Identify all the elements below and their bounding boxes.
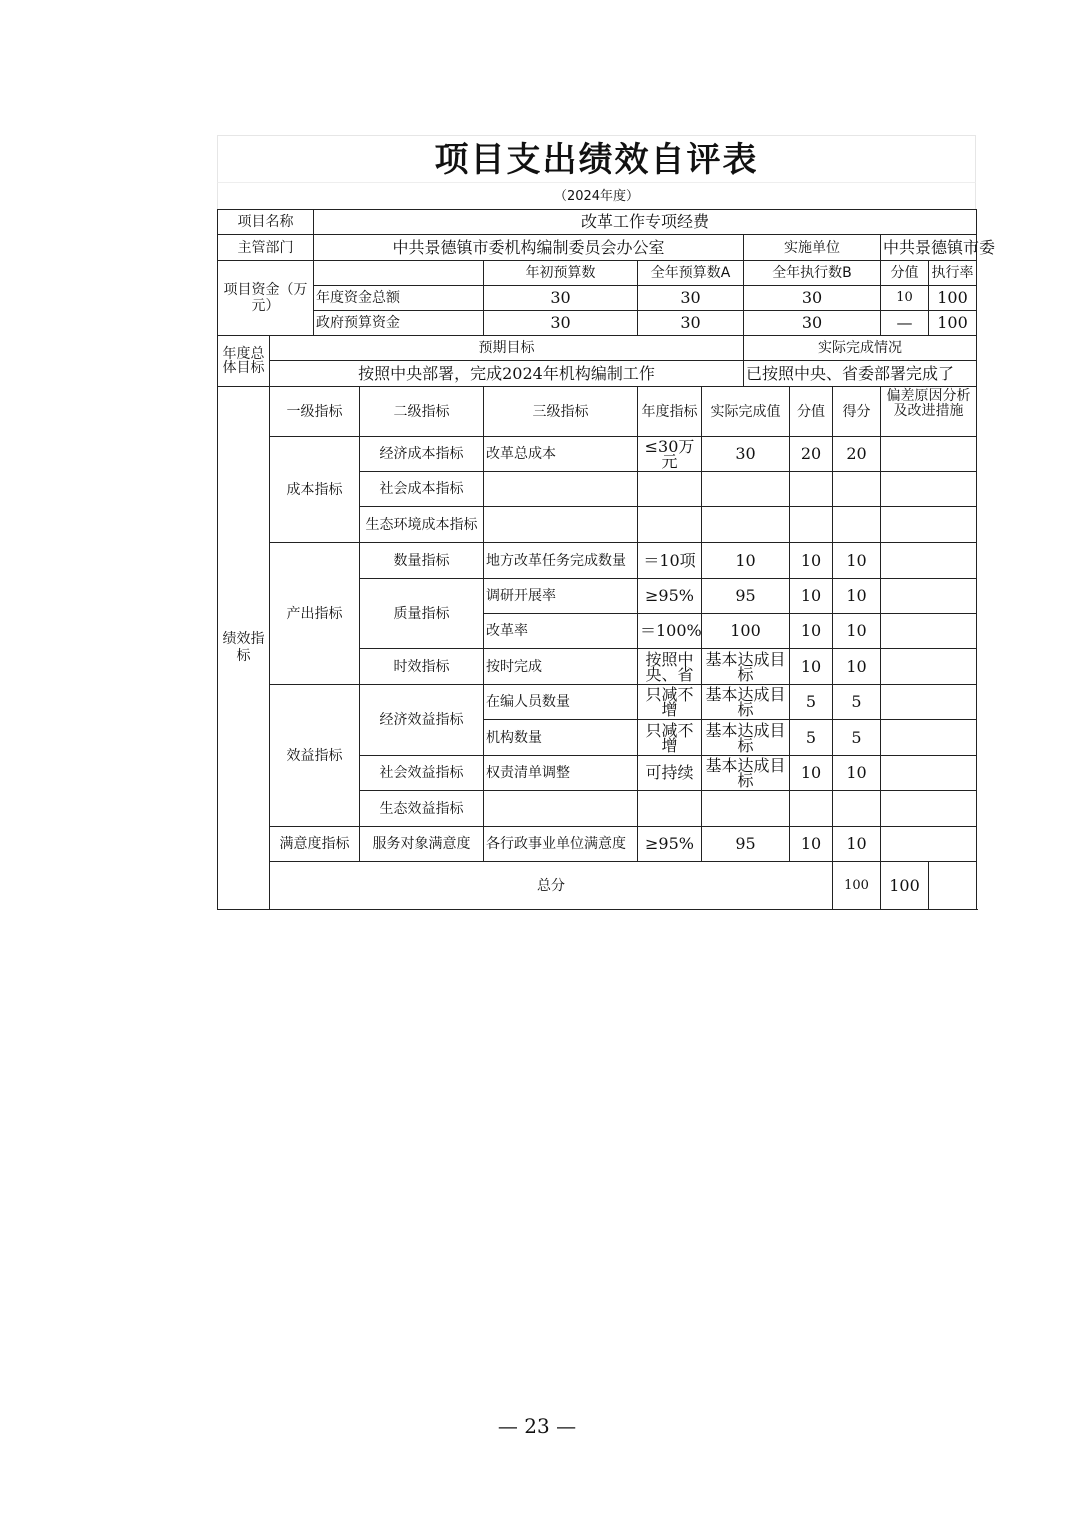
l1-indicator: 产出指标	[270, 543, 360, 685]
target-value: 按照中央、省	[645, 649, 694, 684]
goal-label: 年度总体目标	[218, 336, 270, 387]
got-value: 5	[833, 720, 881, 756]
row-funds-gov	[218, 311, 977, 336]
funds-value: 100	[929, 286, 977, 311]
actual-value: 95	[702, 827, 790, 862]
got-value: 10	[833, 543, 881, 579]
l2-indicator: 数量指标	[360, 543, 484, 579]
form-year: （2024年度）	[217, 182, 976, 209]
funds-value: —	[881, 311, 929, 336]
actual-value: 95	[702, 579, 790, 614]
table-row	[218, 437, 977, 472]
l3-indicator: 改革总成本	[484, 437, 638, 472]
l2-indicator: 服务对象满意度	[360, 827, 484, 862]
score-value: 10	[790, 756, 833, 791]
funds-row-name: 年度资金总额	[314, 286, 484, 311]
row-project-name	[218, 210, 977, 235]
target-value: ≥95%	[638, 579, 702, 614]
row-goal-content	[218, 361, 977, 387]
dept-value: 中共景德镇市委机构编制委员会办公室	[314, 235, 744, 261]
funds-value: 30	[484, 286, 638, 311]
indicator-header: 三级指标	[484, 387, 638, 437]
row-total	[218, 862, 977, 910]
funds-value: 30	[638, 311, 744, 336]
l3-indicator: 地方改革任务完成数量	[484, 543, 638, 579]
funds-value: 10	[881, 286, 929, 311]
score-value: 10	[790, 614, 833, 649]
actual-value: 100	[702, 614, 790, 649]
table-row	[218, 827, 977, 862]
indicator-header: 年度指标	[638, 387, 702, 437]
score-value: 10	[790, 827, 833, 862]
got-value: 20	[833, 437, 881, 472]
score-value: 5	[790, 685, 833, 720]
target-value: ＝100%	[638, 614, 702, 649]
l1-indicator: 成本指标	[270, 437, 360, 543]
got-value: 10	[833, 649, 881, 685]
actual-value: 30	[702, 437, 790, 472]
project-name-value: 改革工作专项经费	[314, 210, 977, 235]
actual-value: 10	[702, 543, 790, 579]
funds-header-score: 分值	[881, 261, 929, 286]
l2-indicator: 时效指标	[360, 649, 484, 685]
indicator-header: 得分	[833, 387, 881, 437]
performance-form	[217, 135, 996, 910]
form-table	[217, 209, 996, 910]
goal-expected-header: 预期目标	[270, 336, 744, 361]
got-value: 10	[833, 756, 881, 791]
goal-actual: 已按照中央、省委部署完成了	[744, 361, 977, 387]
funds-value: 30	[744, 286, 881, 311]
got-value: 10	[833, 614, 881, 649]
l3-indicator: 各行政事业单位满意度	[484, 827, 638, 862]
impl-unit-label: 实施单位	[744, 235, 881, 261]
score-value: 20	[790, 437, 833, 472]
funds-value: 30	[744, 311, 881, 336]
target-value: 只减不增	[645, 685, 694, 719]
l2-indicator: 生态环境成本指标	[360, 507, 484, 543]
funds-header-executed: 全年执行数B	[744, 261, 881, 286]
l2-indicator: 经济效益指标	[360, 685, 484, 756]
funds-header-annual: 全年预算数A	[638, 261, 744, 286]
total-label: 总分	[270, 862, 833, 910]
score-value: 10	[790, 579, 833, 614]
funds-header-initial: 年初预算数	[484, 261, 638, 286]
funds-value: 100	[929, 311, 977, 336]
total-got: 100	[881, 862, 929, 910]
actual-value: 基本达成目标	[705, 649, 786, 684]
actual-value: 基本达成目标	[705, 756, 786, 790]
target-value: ≥95%	[638, 827, 702, 862]
goal-actual-header: 实际完成情况	[744, 336, 977, 361]
funds-value: 30	[638, 286, 744, 311]
row-dept	[218, 235, 977, 261]
funds-row-name: 政府预算资金	[314, 311, 484, 336]
score-value: 10	[790, 543, 833, 579]
goal-expected: 按照中央部署，完成2024年机构编制工作	[270, 361, 744, 387]
l3-indicator: 改革率	[484, 614, 638, 649]
got-value: 5	[833, 685, 881, 720]
l1-indicator: 效益指标	[270, 685, 360, 827]
funds-label: 项目资金（万元）	[218, 261, 314, 336]
page-number: — 23 —	[497, 1414, 577, 1438]
l2-indicator: 社会成本指标	[360, 472, 484, 507]
dept-label: 主管部门	[218, 235, 314, 261]
indicator-header: 二级指标	[360, 387, 484, 437]
l3-indicator: 权责清单调整	[484, 756, 638, 791]
indicator-header: 偏差原因分析及改进措施	[886, 387, 971, 419]
l2-indicator: 质量指标	[360, 579, 484, 649]
row-funds-total	[218, 286, 977, 311]
l2-indicator: 经济成本指标	[360, 437, 484, 472]
table-row	[218, 685, 977, 720]
actual-value: 基本达成目标	[705, 685, 786, 719]
impl-unit-value: 中共景德镇市委	[881, 235, 977, 261]
l3-indicator: 在编人员数量	[484, 685, 638, 720]
funds-value: 30	[484, 311, 638, 336]
row-goal-header	[218, 336, 977, 361]
indicator-header: 实际完成值	[702, 387, 790, 437]
total-score: 100	[833, 862, 881, 910]
table-row	[218, 543, 977, 579]
target-value: 只减不增	[645, 720, 694, 755]
l3-indicator: 机构数量	[484, 720, 638, 756]
funds-header-rate: 执行率	[929, 261, 977, 286]
indicator-header: 分值	[790, 387, 833, 437]
l2-indicator: 生态效益指标	[360, 791, 484, 827]
l3-indicator: 按时完成	[484, 649, 638, 685]
indicator-side-label: 绩效指标	[218, 387, 270, 910]
l3-indicator: 调研开展率	[484, 579, 638, 614]
score-value: 10	[790, 649, 833, 685]
row-indicator-header	[218, 387, 977, 437]
actual-value: 基本达成目标	[705, 720, 786, 755]
got-value: 10	[833, 579, 881, 614]
target-value: 可持续	[638, 756, 702, 791]
target-value: ＝10项	[638, 543, 702, 579]
row-funds-header	[218, 261, 977, 286]
score-value: 5	[790, 720, 833, 756]
indicator-header: 一级指标	[270, 387, 360, 437]
project-name-label: 项目名称	[218, 210, 314, 235]
form-title: 项目支出绩效自评表	[217, 135, 976, 182]
l2-indicator: 社会效益指标	[360, 756, 484, 791]
l1-indicator: 满意度指标	[270, 827, 360, 862]
got-value: 10	[833, 827, 881, 862]
target-value: ≤30万元	[644, 437, 695, 471]
